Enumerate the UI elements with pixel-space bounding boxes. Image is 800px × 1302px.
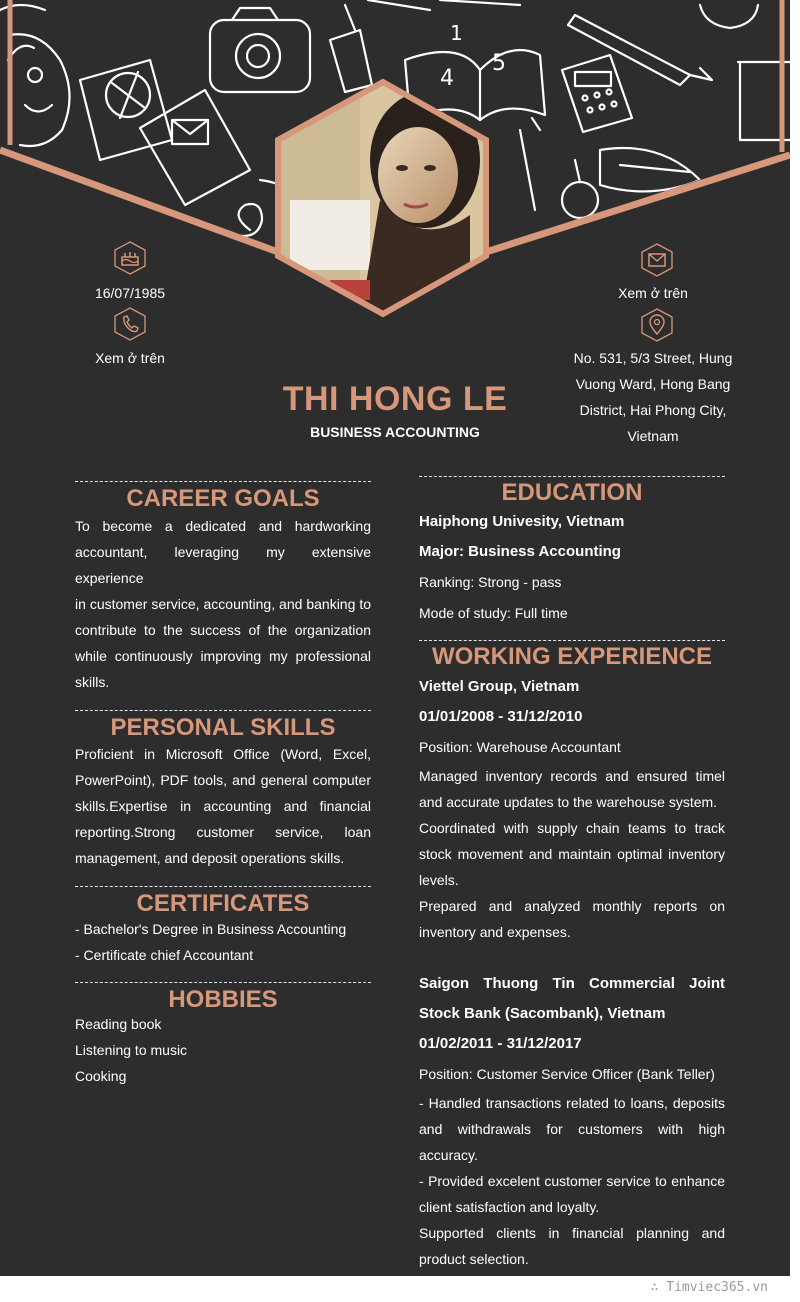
watermark-text: ∴ Timviec365.vn	[650, 1280, 768, 1295]
job-company: Saigon Thuong Tin Commercial Joint	[419, 975, 725, 992]
certificates-title: CERTIFICATES	[136, 890, 310, 917]
education-school: Haiphong Univesity, Vietnam	[419, 513, 625, 530]
career-goals-title: CAREER GOALS	[126, 485, 320, 512]
section-divider	[419, 476, 725, 477]
phone-text: Xem ở trên	[95, 350, 165, 366]
cake-icon	[113, 241, 147, 275]
candidate-role: BUSINESS ACCOUNTING	[310, 424, 480, 440]
section-divider	[75, 481, 371, 482]
svg-text:5: 5	[492, 51, 506, 76]
job-entry	[419, 672, 725, 945]
section-divider	[75, 886, 371, 887]
job-description: - Handled transactions related to loans, deposits and withdrawals for customers with high accuracy. - Provided excelent customer service to enhance client satisfaction and loyalty. Supported clients in financial planning and product selection.	[419, 1095, 725, 1267]
education-title: EDUCATION	[501, 479, 643, 506]
section-divider	[75, 710, 371, 711]
personal-skills-title: PERSONAL SKILLS	[110, 714, 336, 741]
address-line: No. 531, 5/3 Street, Hung	[573, 350, 733, 366]
certificates-list	[75, 916, 371, 968]
education-major: Major: Business Accounting	[419, 543, 621, 560]
hobby-item: Reading book	[75, 1016, 162, 1032]
job-description: Managed inventory records and ensured timel and accurate updates to the warehouse system. Coordinated with supply chain teams to track stock movement and maintain optimal inventory levels. Prepared and analyzed monthly reports on inventory and expenses.	[419, 768, 725, 940]
birthday-text: 16/07/1985	[94, 285, 166, 301]
email-text: Xem ở trên	[618, 285, 688, 301]
svg-text:4: 4	[440, 66, 454, 91]
certificate-item: - Certificate chief Accountant	[75, 947, 254, 963]
hobby-item: Listening to music	[75, 1042, 188, 1058]
certificate-item: - Bachelor's Degree in Business Accounting	[75, 921, 347, 937]
left-column	[75, 481, 371, 1089]
job-period: 01/01/2008 - 31/12/2010	[419, 708, 583, 725]
right-column	[419, 476, 725, 1272]
job-company: Viettel Group, Vietnam	[419, 678, 580, 695]
profile-photo	[270, 80, 490, 320]
candidate-name: THI HONG LE	[282, 380, 508, 418]
phone-icon	[113, 307, 147, 341]
hobby-item: Cooking	[75, 1068, 127, 1084]
hobbies-title: HOBBIES	[168, 986, 278, 1013]
section-divider	[419, 640, 725, 641]
address-line: Vuong Ward, Hong Bang	[575, 376, 731, 392]
hobbies-list	[75, 1011, 371, 1089]
job-position: Position: Customer Service Officer (Bank Teller)	[419, 1066, 715, 1082]
education-mode: Mode of study: Full time	[419, 605, 568, 621]
personal-skills-text: Proficient in Microsoft Office (Word, Excel, PowerPoint), PDF tools, and general computer skills.Expertise in accounting and financial reporting.Strong customer service, loan management, and deposit operations skills.	[75, 746, 371, 866]
location-pin-icon	[640, 308, 674, 342]
job-company: Stock Bank (Sacombank), Vietnam	[419, 1005, 666, 1022]
education-ranking: Ranking: Strong - pass	[419, 574, 562, 590]
section-divider	[75, 982, 371, 983]
career-goals-text: To become a dedicated and hardworking accountant, leveraging my extensive experience in customer service, accounting, and banking to contribute to the success of the organization while continuously improving my professional skills.	[75, 518, 371, 690]
job-period: 01/02/2011 - 31/12/2017	[419, 1035, 582, 1052]
address-line: Vietnam	[627, 428, 679, 444]
job-entry	[419, 969, 725, 1272]
address-text	[563, 345, 743, 449]
svg-text:1: 1	[450, 21, 463, 45]
envelope-icon	[640, 243, 674, 277]
job-position: Position: Warehouse Accountant	[419, 739, 621, 755]
address-line: District, Hai Phong City,	[579, 402, 727, 418]
experience-title: WORKING EXPERIENCE	[431, 643, 713, 670]
